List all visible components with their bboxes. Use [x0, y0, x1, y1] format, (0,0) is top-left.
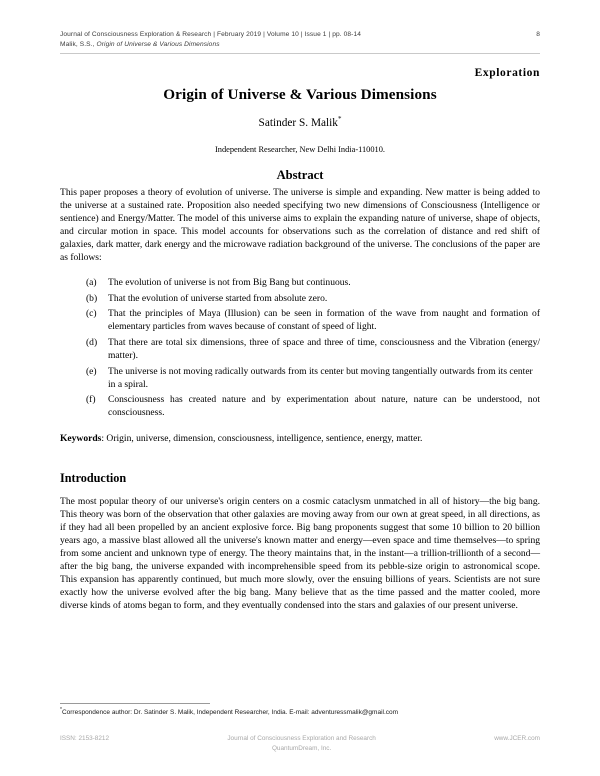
- list-item-text: That the principles of Maya (Illusion) can be seen in formation of the wave from naught and formation of elementary particles from waves because of constant of speed of light.: [108, 308, 540, 333]
- list-item: [60, 307, 540, 333]
- list-item-marker: (c): [86, 308, 97, 320]
- list-item-marker: (b): [86, 292, 98, 304]
- footer-issn: ISSN: 2153-8212: [60, 734, 110, 742]
- list-item-marker: (f): [86, 394, 96, 406]
- keywords-line: [60, 432, 540, 445]
- introduction-paragraph: The most popular theory of our universe's origin centers on a cosmic cataclysm unmatched in all of history—the big bang. This theory was born of the observation that other galaxies are moving away from our own at great speed, in all directions, as if they had all been propelled by an ancient explosive force. Big bang proponents suggest that some 10 billion to 20 billion years ago, a massive blast allowed all the universe's known matter and energy—even space and time themselves—to spring from some ancient and unknown type of energy. The theory maintains that, in the instant—a trillion-trillionth of a second—after the big bang, the universe expanded with incomprehensible speed from its pebble-size origin to astronomical scope. This expansion has apparently continued, but much more slowly, over the ensuing billions of years. Scientists are not sure exactly how the universe evolved after the big bang. Many believe that as the time passed and the matter cooled, more diverse kinds of atoms began to form, and they eventually condensed into the stars and galaxies of our present universe.: [60, 496, 540, 612]
- author-footnote-marker: *: [337, 115, 342, 124]
- introduction-heading: Introduction: [60, 471, 127, 486]
- list-item: [60, 276, 540, 289]
- footer-publisher: QuantumDream, Inc.: [271, 744, 332, 752]
- footer-journal: [109, 734, 494, 755]
- list-item: [60, 365, 540, 391]
- author-affiliation: Independent Researcher, New Delhi India-110010.: [214, 145, 386, 155]
- footnote-block: [60, 703, 540, 718]
- header-divider: [60, 53, 540, 54]
- list-item: [60, 336, 540, 362]
- footnote-text: Correspondence author: Dr. Satinder S. Malik, Independent Researcher, India. E-mail: adventuressmalik@gmail.com: [61, 709, 399, 717]
- list-item: [60, 292, 540, 305]
- list-item-marker: (a): [86, 277, 97, 289]
- section-label: Exploration: [474, 67, 540, 80]
- list-item: [60, 393, 540, 419]
- footer-journal-name: Journal of Consciousness Exploration and Research: [227, 734, 376, 742]
- list-item-text: The universe is not moving radically outwards from its center but moving tangentially outwards from its center in a spiral.: [108, 365, 533, 390]
- running-head-title: Origin of Universe & Various Dimensions: [96, 41, 220, 49]
- abstract-heading: Abstract: [276, 168, 324, 183]
- footnote-divider: [60, 703, 210, 704]
- list-item-marker: (d): [86, 337, 98, 349]
- keywords-label: Keywords: [60, 433, 102, 445]
- abstract-paragraph: This paper proposes a theory of evolution of universe. The universe is simple and expanding. New matter is being added to the universe at a sustained rate. Proposition also needed specifying two new dimensions of Consciousness (Intelligence or sentience) and Energy/Matter. The model of this universe aims to explain the expanding nature of universe, shape of objects, and circular motion in space. This model accounts for observations such as the correlation of distance and red shift of galaxies, dark matter, dark energy and the microwave radiation background of the universe. The conclusions of the paper are as follows:: [60, 187, 540, 264]
- keywords-values: Origin, universe, dimension, consciousness, intelligence, sentience, energy, matter.: [106, 433, 423, 445]
- correspondence-footnote: [60, 707, 540, 718]
- author-name: [60, 115, 540, 129]
- list-item-marker: (e): [86, 365, 97, 377]
- footnote-marker: *: [60, 707, 62, 714]
- list-item-text: Consciousness has created nature and by experimentation about nature, nature can be understood, not consciousness.: [108, 394, 540, 419]
- page-title: Origin of Universe & Various Dimensions: [163, 86, 437, 104]
- author-name-text: Satinder S. Malik: [258, 117, 338, 130]
- keywords-separator: :: [101, 433, 107, 445]
- footer-website: www.JCER.com: [494, 734, 540, 742]
- running-head-journal-line: Journal of Consciousness Exploration & Research | February 2019 | Volume 10 | Issue 1 | pp. 08-14: [60, 31, 361, 38]
- conclusions-list: [60, 276, 540, 419]
- page-number: 8: [536, 31, 540, 38]
- list-item-text: The evolution of universe is not from Big Bang but continuous.: [108, 277, 351, 289]
- running-head: [60, 30, 540, 54]
- running-head-author-line: [60, 40, 540, 50]
- list-item-text: That there are total six dimensions, three of space and three of time, consciousness and the Vibration (energy/ matter).: [108, 337, 540, 362]
- running-head-author: Malik, S.S.,: [60, 41, 97, 49]
- page-footer: [60, 734, 540, 755]
- list-item-text: That the evolution of universe started from absolute zero.: [108, 292, 328, 304]
